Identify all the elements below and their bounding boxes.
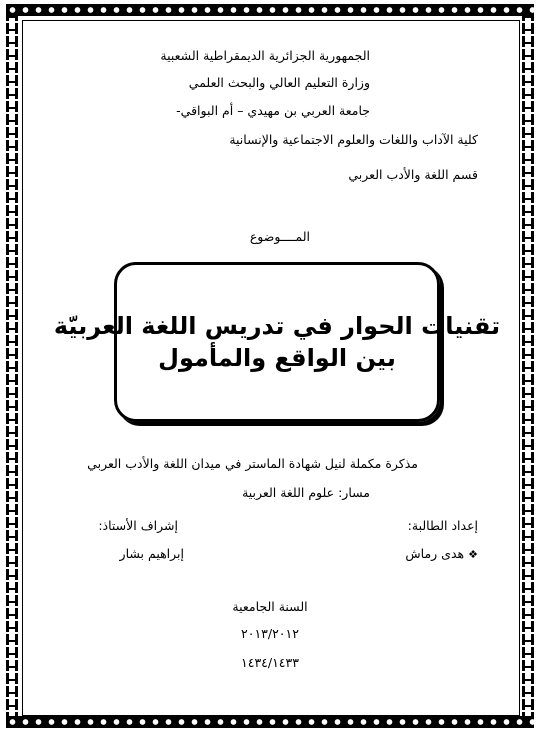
prepared-by-label: إعداد الطالبة: [407,518,478,533]
border-left [6,16,18,716]
ministry-name: وزارة التعليم العالي والبحث العلمي [188,75,370,90]
department-name: قسم اللغة والأدب العربي [348,167,478,182]
academic-year-gregorian: ٢٠١٣/٢٠١٢ [241,626,299,641]
border-right [522,16,534,716]
academic-year-label: السنة الجامعية [232,599,308,614]
student-entry [405,546,478,561]
supervisor-name: إبراهيم بشار [119,546,184,561]
supervised-by-label: إشراف الأستاذ: [98,518,178,533]
academic-year-hijri: ١٤٣٤/١٤٣٣ [241,655,299,670]
student-name: هدى رماش [405,546,465,561]
track: مسار: علوم اللغة العربية [242,485,370,500]
thesis-note: مذكرة مكملة لنيل شهادة الماستر في ميدان اللغة والأدب العربي [87,456,418,471]
title-box [53,262,501,422]
diamond-bullet-icon: ❖ [468,548,478,561]
thesis-title-line1: تقنيات الحوار في تدريس اللغة العربيّة [53,311,501,340]
faculty-name: كلية الآداب واللغات والعلوم الاجتماعية والإنسانية [229,132,478,147]
border-bottom [6,716,534,728]
border-top [6,4,534,16]
university-name: جامعة العربي بن مهيدي – أم البواقي- [176,103,370,118]
republic-name: الجمهورية الجزائرية الديمقراطية الشعبية [160,48,370,63]
thesis-title-line2: بين الواقع والمأمول [158,344,396,372]
topic-label: المــــوضوع [249,229,310,244]
